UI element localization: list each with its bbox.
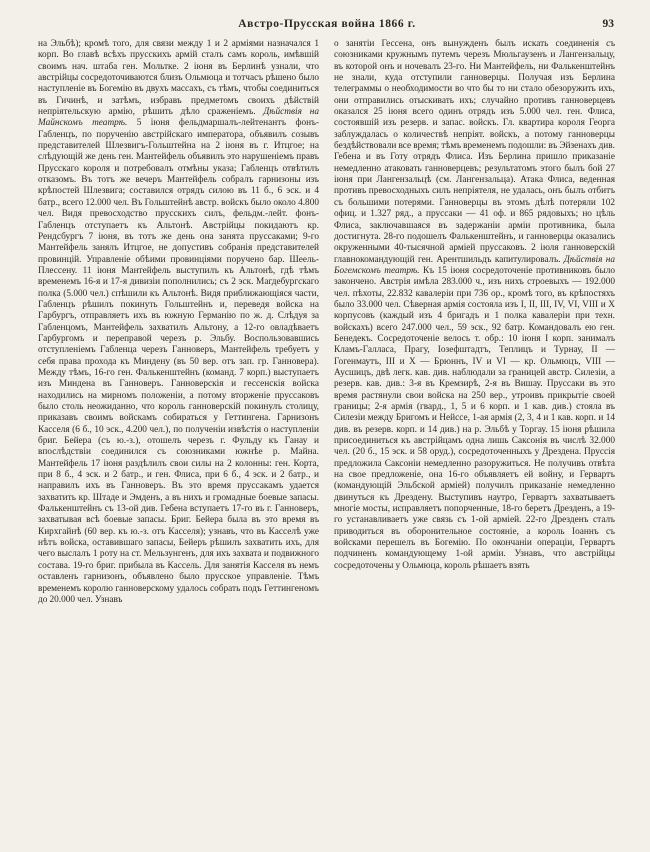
body-text: Къ 15 іюня сосредоточеніе противниковъ было закончено. Австрія имѣла 283.000 ч., изъ нихъ строевыхъ — 192.000 чел. пѣхоты, 22.832 кавалеріи при 736 ор., кромѣ того, въ крѣпостяхъ было 33.000 чел. Сѣверная армія состояла изъ I, II, III, IV, VI, VIII и X корпусовъ (каждый изъ 4 бригадъ и 1 полка кавалеріи при техн. войскахъ) всего 247.000 чел., 59 эск., 92 батр. Командовалъ ею ген. Бенедекъ. Сосредоточеніе велось т. обр.: 10 іюня I корп. занималъ Кламъ-Галласа, Прагу, Іозефштадтъ, Теплицъ и Турнау, II — Гогенмаутъ, III и X — Брюннъ, IV и VI — кр. Ольмюцъ, VIII — Аусшицъ, двѣ легк. кав. див. наблюдали за границей австр. Силезіи, а резерв. кав. див.: 3-я въ Кремзирѣ, 2-я въ Вишау. Пруссаки въ это время растянули свои войска на 250 вер., утроивъ прикрытіе своей границы; 2-я армія (гвард., 1, 5 и 6 корп. и 1 кав. див.) стояла въ Силезіи между Бригомъ и Нейссе, 1-ая армія (2, 3, 4 и 1 кав. корп. и 14 див. въ резерв. корп. и 14 див.) на р. Эльбѣ у Торгау. 15 іюня рѣшила присоединиться къ австрійцамъ одна лишь Саксонія въ числѣ 32.000 чел. (20 б., 15 эск. и 58 оруд.), сосредоточенныхъ у Дрездена. Пруссія предложила Саксоніи немедленно разоружиться. Не получивъ отвѣта на свое предложеніе, она 16-го объявляетъ ей войну, и Гервартъ (командующій Эльбской арміей) получилъ приказаніе немедленно двинуться къ Дрездену. Выступивъ наутро, Гервартъ захватываетъ многіе мосты, исправляетъ попорченные, 18-го беретъ Дрезденъ, а 19-го устанавливаетъ уже связь съ 1-ой арміей. 22-го Дрезденъ сталъ приводиться въ оборонительное состояніе, а король Іоаннъ съ войсками перешелъ въ Богемію. По окончаніи операціи, Гервартъ подчиненъ командующему 1-ой арміи. Узнавъ, что австрійцы сосредоточены у Ольмюца, король рѣшаетъ взять	[334, 265, 615, 571]
section-heading: Дѣйствія на Богемскомъ театрѣ.	[334, 254, 615, 276]
text-columns	[38, 39, 616, 606]
page-number: 93	[602, 18, 614, 30]
section-heading: Дѣйствія на Майнскомъ театрѣ.	[38, 107, 319, 129]
right-column	[334, 39, 615, 606]
body-text: на Эльбѣ); кромѣ того, для связи между 1 и 2 арміями назначался 1 корп. Во главѣ всѣхъ прусскихъ армій сталъ самъ король, имѣвшій своимъ нач. штаба ген. Мольтке. 2 іюня въ Берлинѣ узнали, что австрійцы сосредоточиваются близъ Ольмюца и тотчасъ рѣшено было наступленіе въ Богемію въ двухъ массахъ, съ тѣмъ, чтобы соединиться въ Гичинѣ, и затѣмъ, избравъ предметомъ своихъ дѣйствій непріятельскую армію, рѣшить дѣло сраженіемъ.	[38, 39, 319, 118]
body-text: о занятіи Гессена, онъ вынужденъ былъ искать соединенія съ союзниками кружнымъ путемъ черезъ Мюльгаузенъ и Лангензальцу, въ которой онъ и ночевалъ 23-го. Ни Мантейфель, ни Фалькенштейнъ не знали, куда отступили ганноверцы. Получая изъ Берлина телеграммы о необходимости во что бы то ни стало обезоружить ихъ, они отправились отыскивать ихъ; случайно противъ ганноверцевъ оказался 25 іюня всего одинъ отрядъ изъ 5.000 чел. ген. Флиса, состоявшій изъ резерв. и запас. войскъ. Гл. квартира короля Георга заблуждалась о количествѣ непріят. войскъ, а потому ганноверцы бездѣйствовали все время; тѣмъ временемъ подошли: въ Эйзенахъ див. Гебена и въ Готу отрядъ Флиса. Изъ Берлина пришло приказаніе немедленно атаковать ганноверцевъ; результатомъ этого былъ бой 27 іюня при Лангензальцѣ (см. Лангензальца). Атака Флиса, веденная противъ превосходныхъ силъ непріятеля, не удалась, онъ былъ отбитъ съ большими потерями. Ганноверцы въ этомъ дѣлѣ потеряли 102 офиц. и 1.327 ряд., а пруссаки — 41 оф. и 865 рядовыхъ; но цѣль Флиса, заключавшаяся въ задержаніи арміи противника, была достигнута. 28-го подошелъ Фалькенштейнъ, и ганноверцы оказались окруженными 40-тысячной арміей пруссаковъ. 2 іюля ганноверскій главнокомандующій ген. Арентшильдъ капитулировалъ.	[334, 39, 615, 265]
body-text: 5 іюня фельдмаршалъ-лейтенантъ фонъ-Габленцъ, по порученію австрійскаго императора, объявилъ созывъ представителей Шлезвигъ-Гольштейна на 2 іюня въ г. Итцгое; на слѣдующій же день ген. Мантейфель объявилъ это нарушеніемъ правъ Прусскаго короля и потребовалъ отмѣны указа; Габленцъ отвѣтилъ отказомъ. Въ тотъ же вечеръ Мантейфель собралъ гарнизоны изъ крѣпостей Шлезвига; составился отрядъ силою въ 11 б., 6 эск. и 4 батр., всего 12.000 чел. Въ Гольштейнѣ австр. войскъ было около 4.800 чел. Видя превосходство прусскихъ силъ, фельдм.-лейт. фонъ-Габленцъ отступаетъ къ Альтонѣ. Австрійцы покидаютъ кр. Рендсбургъ 7 іюня, въ тотъ же день она занята пруссаками; 9-го Мантейфель занялъ Итцгое, не допустивъ собранія представителей провинцій. Управленіе обѣими провинціями поручено бар. Шеель-Плессену. 11 іюня Мантейфель выступилъ къ Альтонѣ, гдѣ тѣмъ временемъ 16-я и 17-я дивизіи пополнились; съ 2 эск. Магдебургскаго полка (5.000 чел.) спѣшили къ Альтонѣ. Видя приближающіяся части, Габленцъ рѣшилъ покинуть Гольштейнъ и, переведя войска на Гарбургъ, отправляетъ ихъ въ южную Германію по ж. д. Слѣдуя за Габленцомъ, Мантейфель захватилъ Альтону, а 12-го овладѣваетъ Гарбургомъ и переправой черезъ р. Эльбу. Воспользовавшись отступленіемъ Габленца черезъ Ганноверъ, Мантейфель требуетъ у себя права прохода къ Миндену (въ 50 вер. отъ зап. гр. Ганновера). Между тѣмъ, 16-го ген. Фалькенштейнъ (команд. 7 корп.) выступаетъ изъ Миндена въ Ганноверъ. Ганноверскія и гессенскія войска находились на мирномъ положеніи, а потому вторженіе пруссаковъ было столь неожиданно, что король ганноверскій покинулъ столицу, приказавъ своимъ войскамъ собираться у Геттингена. Гарнизонъ Касселя (6 б., 10 эск., 4.200 чел.), по полученіи извѣстія о наступленіи бриг. Бейера (съ ю.-з.), отошелъ черезъ г. Фульду къ Ганау и впослѣдствіи соединился съ союзниками южнѣе р. Майна. Мантейфель 17 іюня раздѣлилъ свои силы на 2 колонны: ген. Корта, при 8 б., 4 эск. и 2 батр., и ген. Флиса, при 6 б., 4 эск. и 2 батр., и направилъ ихъ въ Ганноверъ. Въ это время пруссакамъ удается захватить кр. Штаде и Эмденъ, а въ нихъ и громадные боевые запасы. Фалькенштейнъ съ 13-ой див. Гебена вступаетъ 17-го въ г. Ганноверъ, захватывая всѣ боевые запасы. Бриг. Бейера была въ это время въ Кирхгайнѣ (60 вер. къ ю.-з. отъ Касселя); узнавъ, что въ Касселѣ уже нѣтъ войска, оставившаго запасы, Бейеръ рѣшилъ захватить ихъ, для чего выслалъ 1 роту на ст. Мельзунгенъ, для ихъ захвата и подвижного состава. 19-го бриг. прибыла въ Кассель. Для занятія Касселя въ немъ оставленъ гарнизонъ, объявлено было прусское управленіе. Тѣмъ временемъ королю ганноверскому удалось собрать подъ Геттингеномъ до 20.000 чел. Узнавъ	[38, 118, 319, 605]
running-head	[38, 18, 616, 30]
left-column	[38, 39, 319, 606]
page-title: Австро-Прусская война 1866 г.	[238, 18, 416, 30]
